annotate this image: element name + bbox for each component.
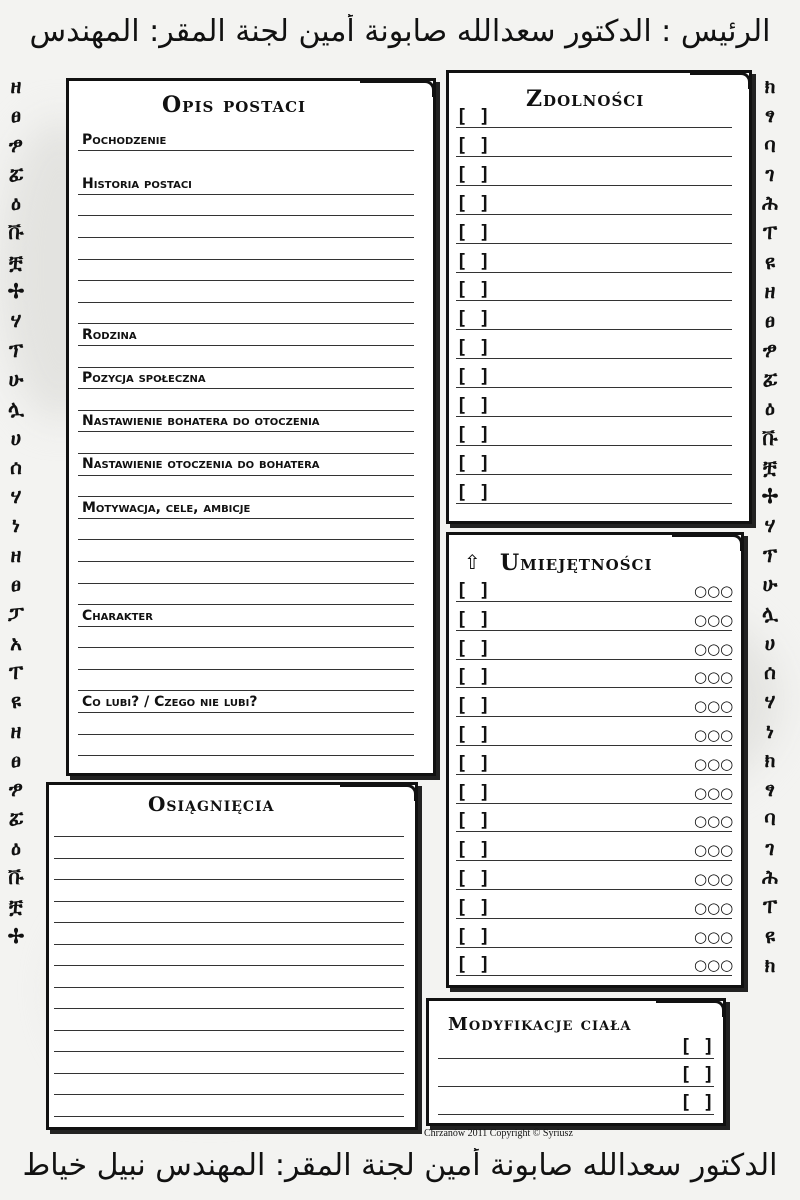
rune-glyph: ዘ (10, 542, 22, 567)
writing-line[interactable] (78, 431, 414, 432)
checkbox-bracket[interactable]: [ ] (456, 953, 491, 976)
skill-level-dots[interactable]: ○○○ (694, 898, 734, 917)
skill-line[interactable] (456, 860, 732, 861)
rune-glyph: ክ (764, 952, 776, 977)
skill-level-dots[interactable]: ○○○ (694, 754, 734, 773)
rune-glyph: ክ (764, 747, 776, 772)
rune-glyph: ዘ (764, 279, 776, 304)
modification-line[interactable] (438, 1086, 714, 1087)
rune-glyph: ሏ (8, 396, 24, 421)
rune-glyph: ገ (765, 835, 775, 860)
checkbox-bracket[interactable]: [ ] (456, 607, 491, 630)
achievement-line[interactable] (54, 858, 404, 859)
checkbox-bracket[interactable]: [ ] (456, 867, 491, 889)
writing-line[interactable] (78, 194, 414, 195)
panel-scroll-ornament (672, 534, 743, 551)
checkbox-bracket[interactable]: [ ] (680, 1063, 715, 1085)
writing-line[interactable] (78, 496, 414, 497)
achievement-line[interactable] (54, 944, 404, 945)
ability-line[interactable] (456, 156, 732, 157)
skill-line[interactable] (456, 975, 732, 976)
rune-glyph: ሰ (10, 454, 22, 479)
writing-line[interactable] (78, 367, 414, 368)
checkbox-bracket[interactable]: [ ] (456, 809, 491, 832)
checkbox-bracket[interactable]: [ ] (456, 365, 491, 388)
skill-level-dots[interactable]: ○○○ (694, 841, 734, 860)
umiejetnosci-title: Umiejętności (500, 550, 653, 576)
rune-glyph: ነ (12, 513, 20, 538)
checkbox-bracket[interactable]: [ ] (456, 924, 491, 947)
ability-line[interactable] (456, 358, 732, 359)
writing-line[interactable] (78, 626, 414, 627)
writing-line[interactable] (78, 712, 414, 713)
rune-glyph: አ (10, 630, 22, 655)
ability-line[interactable] (456, 127, 732, 128)
writing-line[interactable] (78, 388, 414, 389)
rune-glyph: ፃ (765, 777, 775, 802)
achievement-line[interactable] (54, 879, 404, 880)
ability-line[interactable] (456, 503, 732, 504)
rune-glyph: ሃ (10, 308, 22, 333)
ability-line[interactable] (456, 185, 732, 186)
checkbox-bracket[interactable]: [ ] (456, 105, 491, 127)
skill-line[interactable] (456, 803, 732, 804)
osiagniecia-panel (46, 782, 418, 1130)
writing-line[interactable] (78, 453, 414, 454)
writing-line[interactable] (78, 518, 414, 519)
rune-glyph: ሰ (764, 659, 776, 684)
ability-line[interactable] (456, 214, 732, 215)
rune-glyph: ቩ (762, 425, 778, 450)
checkbox-bracket[interactable]: [ ] (456, 451, 491, 474)
checkbox-bracket[interactable]: [ ] (456, 394, 491, 416)
achievement-line[interactable] (54, 1116, 404, 1117)
skill-line[interactable] (456, 659, 732, 660)
rune-glyph: ቿ (9, 894, 23, 919)
skill-level-dots[interactable]: ○○○ (694, 783, 734, 802)
achievement-line[interactable] (54, 1051, 404, 1052)
rune-column-left (4, 72, 28, 951)
achievement-line[interactable] (54, 922, 404, 923)
achievement-line[interactable] (54, 836, 404, 837)
skill-line[interactable] (456, 716, 732, 717)
ability-line[interactable] (456, 474, 732, 475)
label-pochodzenie: Pochodzenie (82, 132, 167, 148)
rune-glyph: ባ (764, 132, 776, 157)
checkbox-bracket[interactable]: [ ] (680, 1035, 715, 1057)
panel-scroll-ornament (656, 1000, 725, 1017)
ability-line[interactable] (456, 416, 732, 417)
rune-glyph: ✢ (761, 484, 779, 509)
rune-glyph: ፇ (763, 337, 777, 362)
rune-glyph: ቿ (9, 249, 23, 274)
achievement-line[interactable] (54, 1073, 404, 1074)
rune-glyph: ፓ (8, 601, 24, 626)
skill-level-dots[interactable]: ○○○ (694, 582, 734, 600)
writing-line[interactable] (78, 669, 414, 670)
skill-line[interactable] (456, 947, 732, 948)
rune-glyph: ፀ (11, 103, 21, 128)
osiagniecia-title: Osiągnięcia (148, 792, 275, 816)
rune-glyph: ፀ (11, 747, 21, 772)
rune-glyph: ሁ (762, 572, 778, 597)
skill-level-dots[interactable]: ○○○ (694, 610, 734, 629)
zdolnosci-title: Zdolności (526, 86, 645, 112)
rune-glyph: ✢ (7, 279, 25, 304)
writing-line[interactable] (78, 259, 414, 260)
ability-line[interactable] (456, 445, 732, 446)
checkbox-bracket[interactable]: [ ] (456, 579, 491, 601)
skill-level-dots[interactable]: ○○○ (694, 870, 734, 888)
checkbox-bracket[interactable]: [ ] (456, 133, 491, 156)
skill-level-dots[interactable]: ○○○ (694, 927, 734, 946)
arrow-up-icon: ⇧ (464, 550, 481, 574)
rune-glyph: ፚ (8, 161, 24, 186)
modyfikacje-title: Modyfikacje ciała (448, 1014, 632, 1035)
label-co-lubi: Co lubi? / Czego nie lubi? (82, 694, 258, 710)
ability-line[interactable] (456, 243, 732, 244)
checkbox-bracket[interactable]: [ ] (680, 1091, 715, 1113)
rune-glyph: ቿ (763, 454, 777, 479)
achievement-line[interactable] (54, 1008, 404, 1009)
rune-glyph: ዕ (11, 191, 21, 216)
skill-line[interactable] (456, 687, 732, 688)
ability-line[interactable] (456, 329, 732, 330)
writing-line[interactable] (78, 410, 414, 411)
skill-level-dots[interactable]: ○○○ (694, 812, 734, 831)
checkbox-bracket[interactable]: [ ] (456, 162, 491, 185)
rune-glyph: ነ (766, 718, 774, 743)
rune-glyph: ገ (765, 161, 775, 186)
checkbox-bracket[interactable]: [ ] (456, 694, 491, 717)
modification-line[interactable] (438, 1058, 714, 1059)
arabic-header-text: الرئيس : الدكتور سعدالله صابونة أمين لجنة المقر: المهندس (29, 14, 771, 49)
achievement-line[interactable] (54, 987, 404, 988)
achievement-line[interactable] (54, 965, 404, 966)
rune-glyph: ቩ (8, 220, 24, 245)
label-nastawienie-bohatera: Nastawienie bohatera do otoczenia (82, 413, 320, 429)
rune-glyph: ፐ (8, 659, 24, 684)
rune-glyph: ፕ (8, 337, 24, 362)
skill-line[interactable] (456, 889, 732, 890)
checkbox-bracket[interactable]: [ ] (456, 838, 491, 861)
writing-line[interactable] (78, 604, 414, 605)
rune-glyph: ፐ (762, 894, 778, 919)
rune-glyph: ፐ (762, 220, 778, 245)
rune-glyph: ፕ (762, 542, 778, 567)
label-historia: Historia postaci (82, 176, 192, 192)
rune-glyph: ፚ (762, 366, 778, 391)
rune-glyph: ዕ (11, 835, 21, 860)
rune-glyph: ቩ (8, 865, 24, 890)
arabic-footer-text: الدكتور سعدالله صابونة أمين لجنة المقر: المهندس نبيل خياط (22, 1148, 778, 1183)
label-pozycja: Pozycja społeczna (82, 370, 206, 386)
checkbox-bracket[interactable]: [ ] (456, 249, 491, 272)
writing-line[interactable] (78, 583, 414, 584)
checkbox-bracket[interactable]: [ ] (456, 307, 491, 330)
writing-line[interactable] (78, 237, 414, 238)
skill-level-dots[interactable]: ○○○ (694, 668, 734, 687)
skill-line[interactable] (456, 630, 732, 631)
skill-level-dots[interactable]: ○○○ (694, 639, 734, 658)
rune-glyph: ሀ (10, 425, 22, 450)
writing-line[interactable] (78, 734, 414, 735)
checkbox-bracket[interactable]: [ ] (456, 751, 491, 774)
rune-glyph: ሏ (762, 601, 778, 626)
checkbox-bracket[interactable]: [ ] (456, 278, 491, 301)
checkbox-bracket[interactable]: [ ] (456, 480, 491, 503)
writing-line[interactable] (78, 345, 414, 346)
rune-glyph: ፇ (9, 777, 23, 802)
rune-glyph: ፇ (9, 132, 23, 157)
skill-line[interactable] (456, 918, 732, 919)
checkbox-bracket[interactable]: [ ] (456, 895, 491, 918)
skill-line[interactable] (456, 601, 732, 602)
panel-scroll-ornament (690, 72, 751, 89)
zdolnosci-panel (446, 70, 752, 524)
writing-line[interactable] (78, 755, 414, 756)
opis-postaci-title: Opis postaci (162, 92, 307, 118)
ability-line[interactable] (456, 300, 732, 301)
checkbox-bracket[interactable]: [ ] (456, 665, 491, 688)
rune-glyph: ዩ (11, 689, 21, 714)
modification-line[interactable] (438, 1114, 714, 1115)
rune-glyph: ፃ (765, 103, 775, 128)
achievement-line[interactable] (54, 1030, 404, 1031)
panel-scroll-ornament (360, 80, 435, 97)
label-rodzina: Rodzina (82, 327, 137, 343)
rune-glyph: ዩ (765, 249, 775, 274)
achievement-line[interactable] (54, 1094, 404, 1095)
rune-glyph: ዩ (765, 923, 775, 948)
writing-line[interactable] (78, 647, 414, 648)
writing-line[interactable] (78, 280, 414, 281)
rune-glyph: ሃ (10, 484, 22, 509)
label-motywacja: Motywacja, cele, ambicje (82, 500, 251, 516)
writing-line[interactable] (78, 323, 414, 324)
checkbox-bracket[interactable]: [ ] (456, 780, 491, 803)
label-charakter: Charakter (82, 608, 153, 624)
ability-line[interactable] (456, 272, 732, 273)
checkbox-bracket[interactable]: [ ] (456, 191, 491, 214)
rune-glyph: ሕ (761, 191, 779, 216)
writing-line[interactable] (78, 302, 414, 303)
skill-line[interactable] (456, 745, 732, 746)
rune-glyph: ባ (764, 806, 776, 831)
rune-column-right (758, 72, 782, 980)
writing-line[interactable] (78, 690, 414, 691)
rune-glyph: ፀ (765, 308, 775, 333)
checkbox-bracket[interactable]: [ ] (456, 220, 491, 243)
skill-line[interactable] (456, 774, 732, 775)
rune-glyph: ዘ (10, 74, 22, 98)
label-nastawienie-otoczenia: Nastawienie otoczenia do bohatera (82, 456, 320, 472)
writing-line[interactable] (78, 561, 414, 562)
skill-level-dots[interactable]: ○○○ (694, 697, 734, 716)
rune-glyph: ዕ (765, 396, 775, 421)
rune-glyph: ዘ (10, 718, 22, 743)
checkbox-bracket[interactable]: [ ] (456, 336, 491, 359)
achievement-line[interactable] (54, 901, 404, 902)
checkbox-bracket[interactable]: [ ] (456, 636, 491, 659)
rune-glyph: ሁ (8, 366, 24, 391)
writing-line[interactable] (78, 215, 414, 216)
rune-glyph: ሀ (764, 630, 776, 655)
checkbox-bracket[interactable]: [ ] (456, 723, 491, 745)
rune-glyph: ✢ (7, 923, 25, 948)
skill-line[interactable] (456, 831, 732, 832)
skill-level-dots[interactable]: ○○○ (694, 956, 734, 975)
writing-line[interactable] (78, 150, 414, 151)
rune-glyph: ሃ (764, 513, 776, 538)
panel-scroll-ornament (340, 784, 417, 801)
skill-level-dots[interactable]: ○○○ (694, 726, 734, 744)
copyright-text: Chrzanów 2011 Copyright © Syriusz (424, 1128, 573, 1139)
ability-line[interactable] (456, 387, 732, 388)
rune-glyph: ፀ (11, 572, 21, 597)
rune-glyph: ሃ (764, 689, 776, 714)
writing-line[interactable] (78, 539, 414, 540)
rune-glyph: ፚ (8, 806, 24, 831)
rune-glyph: ክ (764, 74, 776, 98)
checkbox-bracket[interactable]: [ ] (456, 422, 491, 445)
writing-line[interactable] (78, 475, 414, 476)
rune-glyph: ሕ (761, 865, 779, 890)
